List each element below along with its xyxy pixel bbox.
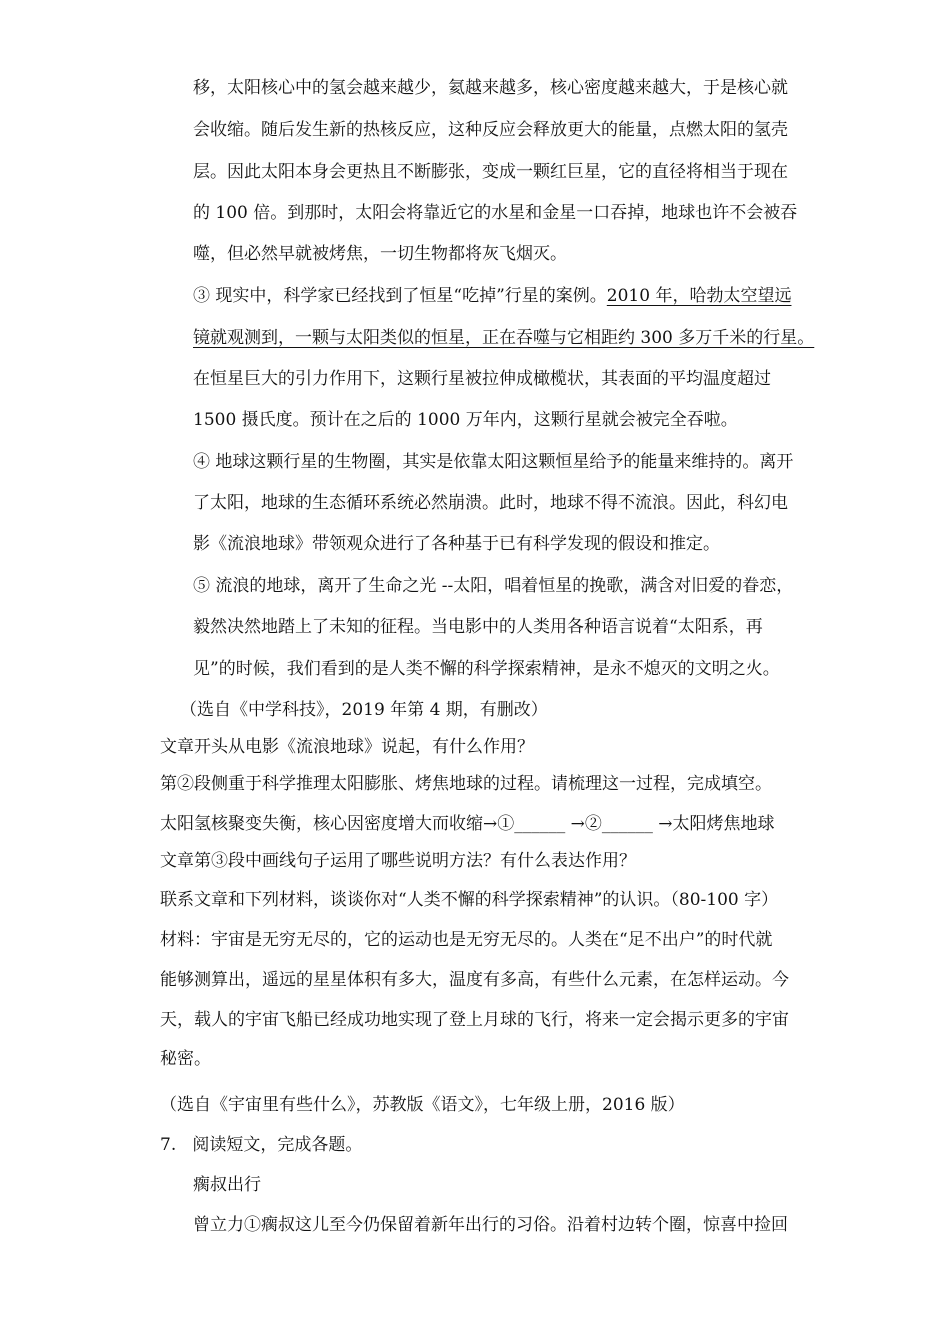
paragraph-3-line-1 — [193, 284, 791, 308]
source-citation-1: （选自《中学科技》，2019 年第 4 期，有删改） — [180, 700, 548, 720]
paragraph-5-line-3: 见”的时候，我们看到的是人类不懈的科学探索精神，是永不熄灭的文明之火。 — [193, 659, 780, 679]
paragraph-4-line-3: 影《流浪地球》带领观众进行了各种基于已有科学发现的假设和推定。 — [193, 534, 720, 554]
material-line-1: 材料：宇宙是无穷无尽的，它的运动也是无穷无尽的。人类在“足不出户”的时代就 — [160, 930, 773, 950]
underlined-sentence-part-2: 镜就观测到，一颗与太阳类似的恒星，正在吞噬与它相距约 300 多万千米的行星。 — [193, 328, 815, 348]
story-title: 瘸叔出行 — [193, 1175, 261, 1195]
material-line-2: 能够测算出，遥远的星星体积有多大，温度有多高，有些什么元素，在怎样运动。今 — [160, 970, 789, 990]
paragraph-2-line-3: 层。因此太阳本身会更热且不断膨张，变成一颗红巨星，它的直径将相当于现在 — [193, 162, 788, 182]
paragraph-5-line-1: ⑤ 流浪的地球，离开了生命之光 --太阳，唱着恒星的挽歌，满含对旧爱的眷恋， — [193, 576, 794, 596]
question-3: 文章第③段中画线句子运用了哪些说明方法？有什么表达作用？ — [160, 851, 636, 871]
paragraph-2-line-2: 会收缩。随后发生新的热核反应，这种反应会释放更大的能量，点燃太阳的氢壳 — [193, 120, 788, 140]
paragraph-5-line-2: 毅然决然地踏上了未知的征程。当电影中的人类用各种语言说着“太阳系，再 — [193, 617, 763, 637]
question-4: 联系文章和下列材料，谈谈你对“人类不懈的科学探索精神”的认识。（80-100 字） — [160, 890, 779, 910]
material-line-3: 天，载人的宇宙飞船已经成功地实现了登上月球的飞行，将来一定会揭示更多的宇宙 — [160, 1010, 789, 1030]
paragraph-4-line-2: 了太阳，地球的生态循环系统必然崩溃。此时，地球不得不流浪。因此，科幻电 — [193, 493, 788, 513]
question-2: 第②段侧重于科学推理太阳膨胀、烤焦地球的过程。请梳理这一过程，完成填空。 — [160, 774, 772, 794]
paragraph-3-line-4: 1500 摄氏度。预计在之后的 1000 万年内，这颗行星就会被完全吞啦。 — [193, 410, 738, 430]
question-1: 文章开头从电影《流浪地球》说起，有什么作用？ — [160, 737, 534, 757]
source-citation-2: （选自《宇宙里有些什么》，苏教版《语文》，七年级上册，2016 版） — [160, 1095, 685, 1115]
paragraph-2-line-1: 移，太阳核心中的氢会越来越少，氦越来越多，核心密度越来越大，于是核心就 — [193, 78, 788, 98]
material-line-4: 秘密。 — [160, 1049, 211, 1069]
story-first-line: 曾立力①瘸叔这儿至今仍保留着新年出行的习俗。沿着村边转个圈，惊喜中捡回 — [193, 1215, 788, 1235]
paragraph-3-line-3: 在恒星巨大的引力作用下，这颗行星被拉伸成橄榄状，其表面的平均温度超过 — [193, 369, 771, 389]
section-7-heading: 7. 阅读短文，完成各题。 — [160, 1135, 363, 1155]
paragraph-2-line-5: 噬，但必然早就被烤焦，一切生物都将灰飞烟灭。 — [193, 244, 567, 264]
paragraph-4-line-1: ④ 地球这颗行星的生物圈，其实是依靠太阳这颗恒星给予的能量来维持的。离开 — [193, 452, 794, 472]
underlined-sentence-part-1: 2010 年，哈勃太空望远 — [606, 286, 792, 306]
question-2-fill-blank: 太阳氢核聚变失衡，核心因密度增大而收缩→①______ →②______ →太阳烤焦地球 — [160, 814, 775, 834]
paragraph-2-line-4: 的 100 倍。到那时，太阳会将靠近它的水星和金星一口吞掉，地球也许不会被吞 — [193, 203, 798, 223]
paragraph-3-line-1-text: ③ 现实中，科学家已经找到了恒星“吃掉”行星的案例。 — [193, 286, 607, 306]
